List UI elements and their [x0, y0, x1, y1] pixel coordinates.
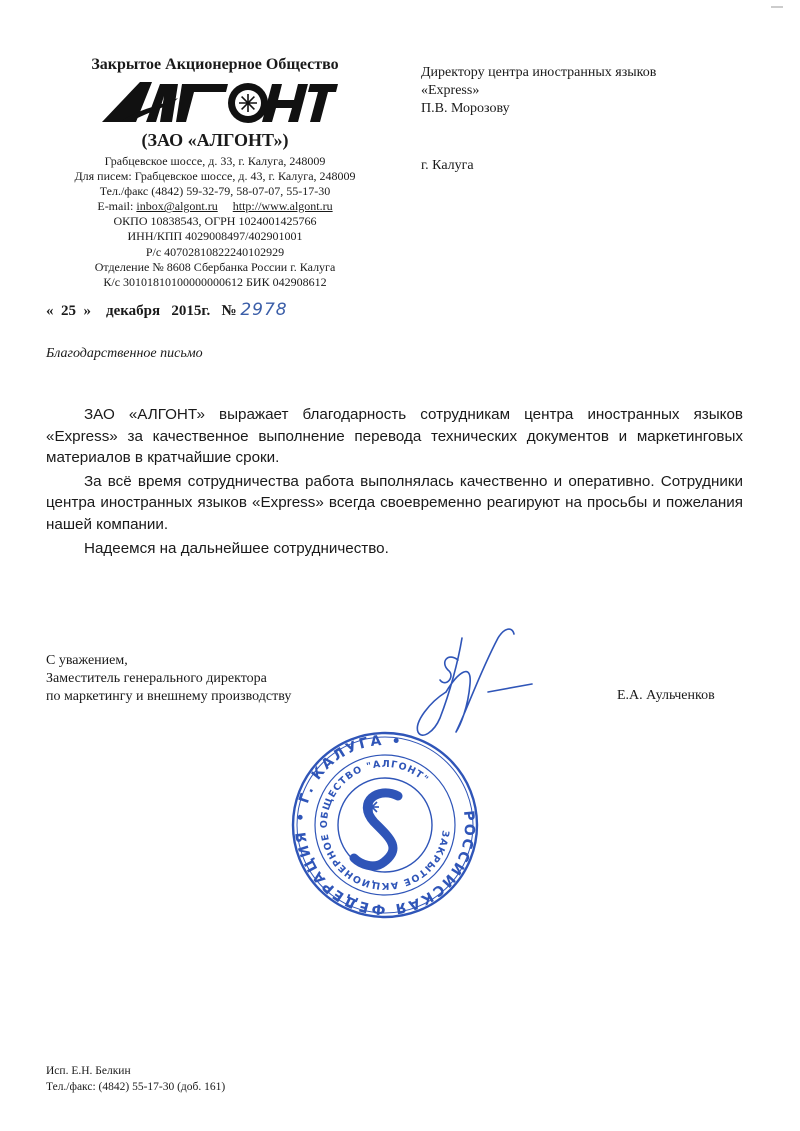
- body-paragraph-1: ЗАО «АЛГОНТ» выражает благодарность сотрудникам центра иностранных языков «Express» за качественное выполнение перевода технических документов и маркетинговых материалов в кратчайшие сроки.: [46, 406, 743, 467]
- executor-phone: Тел./факс: (4842) 55-17-30 (доб. 161): [46, 1081, 226, 1093]
- contact-line: [20, 199, 410, 214]
- signer-name: Е.А. Аульченков: [617, 688, 715, 703]
- stamp-emblem: [354, 793, 398, 866]
- email-link[interactable]: inbox@algont.ru: [136, 199, 218, 214]
- bank-account: Р/с 40702810822240102929: [145, 244, 285, 259]
- handwritten-signature: [400, 622, 550, 762]
- letter-date: [46, 300, 288, 320]
- date-close-quote: »: [83, 303, 91, 319]
- date-day: 25: [61, 303, 76, 319]
- svg-text:ЗАКРЫТОЕ АКЦИОНЕРНОЕ ОБЩЕСТВО: [313, 753, 456, 896]
- addressee-block: [421, 64, 656, 118]
- letter-subject: Благодарственное письмо: [46, 346, 203, 361]
- addressee-city: г. Калуга: [421, 158, 474, 173]
- okpo-ogrn: ОКПО 10838543, ОГРН 1024001425766: [113, 214, 317, 229]
- date-year: 2015г.: [171, 303, 211, 319]
- company-address: Грабцевское шоссе, д. 33, г. Калуга, 248009: [104, 154, 326, 168]
- executor-name: Исп. Е.Н. Белкин: [46, 1065, 131, 1077]
- body-paragraph-3: Надеемся на дальнейшее сотрудничество.: [84, 539, 389, 557]
- postal-address: Для писем: Грабцевское шоссе, д. 43, г. Калуга, 248009: [74, 169, 356, 184]
- footer-block: [46, 1063, 225, 1095]
- company-full-name: Закрытое Акционерное Общество: [91, 56, 339, 73]
- regards-text: С уважением,: [46, 653, 128, 668]
- addressee-name: П.В. Морозову: [421, 101, 510, 116]
- email-label: E-mail:: [97, 199, 134, 214]
- company-short-name: (ЗАО «АЛГОНТ»): [141, 130, 289, 150]
- website-link[interactable]: http://www.algont.ru: [232, 199, 333, 214]
- bank-branch: Отделение № 8608 Сбербанка России г. Калуга: [94, 259, 336, 274]
- company-phone: Тел./факс (4842) 59-32-79, 58-07-07, 55-17-30: [99, 184, 331, 199]
- company-details: [20, 154, 410, 290]
- letter-body: [46, 404, 743, 559]
- addressee-line-1: Директору центра иностранных языков: [421, 65, 657, 80]
- corr-account: К/с 30101810100000000612 БИК 042908612: [103, 274, 327, 289]
- scan-mark: [770, 4, 784, 10]
- signature-title-block: [46, 652, 291, 706]
- document-number: 2978: [240, 300, 288, 320]
- date-month: декабря: [106, 303, 161, 319]
- number-label: №: [221, 303, 237, 319]
- stamp-outer-text: РОССИЙСКАЯ ФЕДЕРАЦИЯ • Г. КАЛУГА •: [292, 732, 478, 918]
- signer-position-2: по маркетингу и внешнему производству: [46, 689, 292, 704]
- body-paragraph-2: За всё время сотрудничества работа выполнялась качественно и оперативно. Сотрудники центра иностранных языков «Express» всегда своевременно реагируют на просьбы и пожелания нашей компании.: [46, 472, 743, 533]
- algont-logo: [100, 78, 340, 126]
- inn-kpp: ИНН/КПП 4029008497/402901001: [127, 229, 303, 244]
- stamp-inner-text: ЗАКРЫТОЕ АКЦИОНЕРНОЕ ОБЩЕСТВО "АЛГОНТ": [318, 758, 451, 892]
- addressee-line-2: «Express»: [421, 83, 480, 98]
- signer-position-1: Заместитель генерального директора: [46, 671, 267, 686]
- date-open-quote: «: [46, 303, 54, 319]
